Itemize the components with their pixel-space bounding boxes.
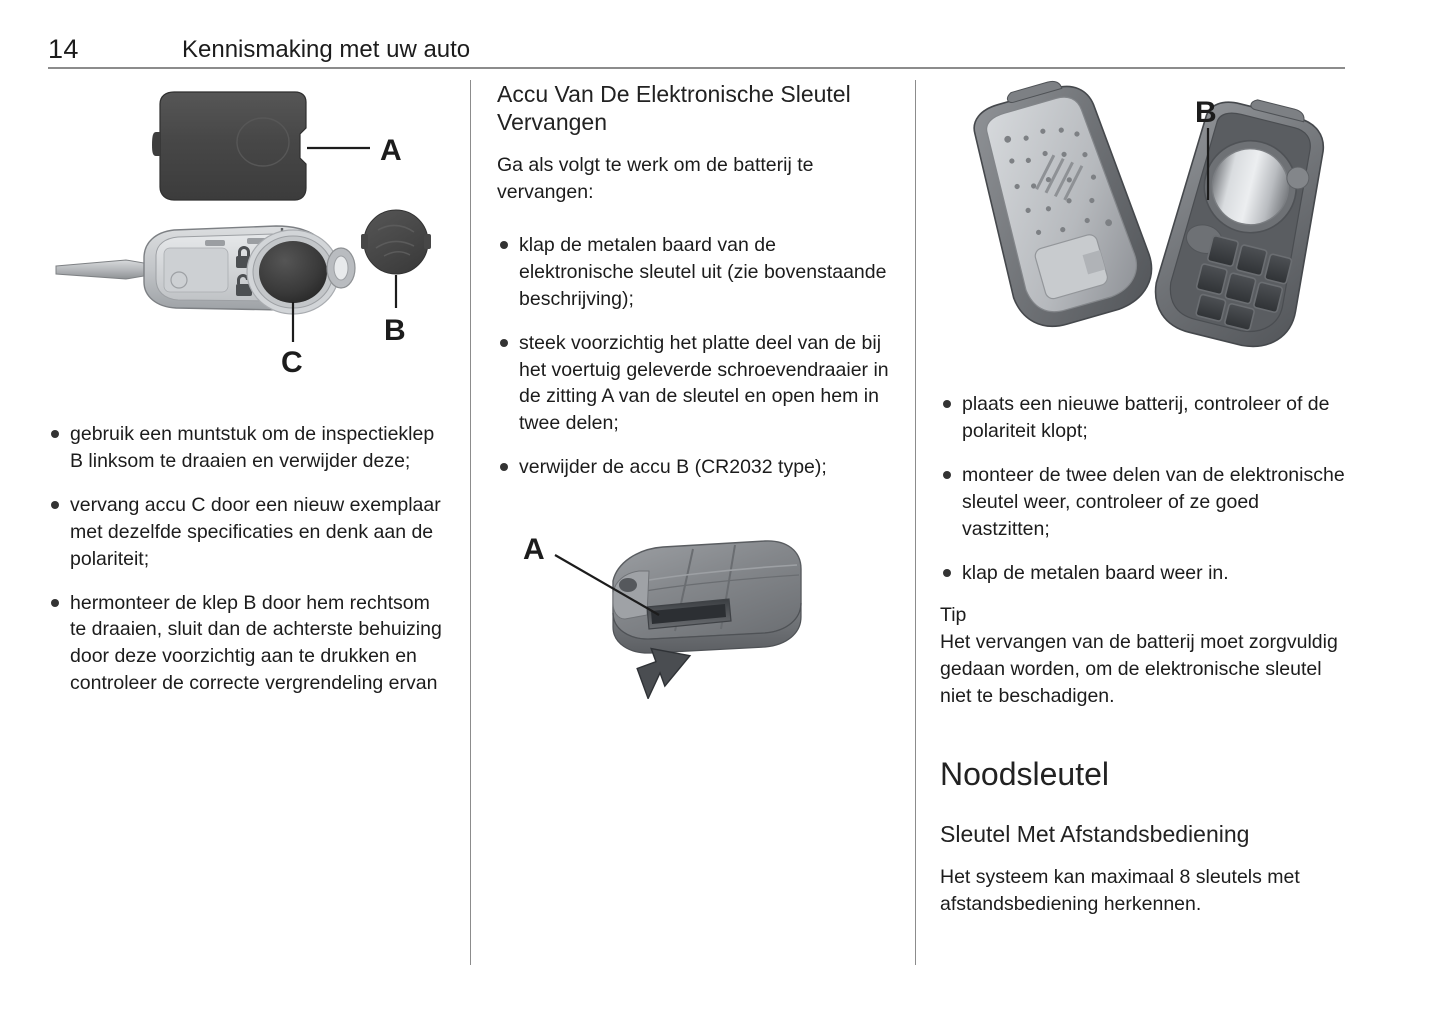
left-column bbox=[48, 80, 448, 697]
left-column-bullet-list bbox=[48, 421, 448, 697]
list-item: vervang accu C door een nieuw exemplaar met dezelfde specificaties en denk aan de polariteit; bbox=[48, 492, 448, 573]
spacer bbox=[940, 794, 1345, 820]
key-half-left bbox=[959, 80, 1161, 336]
fob-body-shape bbox=[56, 226, 355, 314]
header-divider-rule bbox=[48, 67, 1345, 69]
callout-label-c: C bbox=[281, 346, 303, 379]
battery-c-shape bbox=[259, 241, 327, 303]
key-halves-battery-figure bbox=[940, 80, 1345, 375]
page-number: 14 bbox=[48, 34, 79, 64]
spacer bbox=[497, 206, 889, 232]
list-item: hermonteer de klep B door hem rechtsom te draaien, sluit dan de achterste behuizing door deze voorzichtig aan te drukken en controleer de correcte vergrendeling ervan bbox=[48, 590, 448, 698]
tip-text: Het vervangen van de batterij moet zorgvuldig gedaan worden, om de elektronische sleutel niet te beschadigen. bbox=[940, 631, 1338, 708]
callout-label-a: A bbox=[380, 134, 402, 167]
right-column bbox=[940, 80, 1345, 918]
list-item: gebruik een muntstuk om de inspectieklep B linksom te draaien en verwijder deze; bbox=[48, 421, 448, 475]
sub-heading-sleutel-met-afstandsbediening: Sleutel Met Afstandsbediening bbox=[940, 820, 1250, 847]
spacer bbox=[48, 395, 448, 421]
key-half-right bbox=[1147, 87, 1343, 356]
tip-label: Tip bbox=[940, 604, 967, 627]
smart-key-slot-figure bbox=[497, 519, 889, 704]
list-item: plaats een nieuwe batterij, controleer of de polariteit klopt; bbox=[940, 391, 1345, 445]
list-item: monteer de twee delen van de elektronische sleutel weer, controleer of ze goed vastzitten; bbox=[940, 462, 1345, 543]
section-heading-noodsleutel: Noodsleutel bbox=[940, 756, 1109, 793]
fob-cap-shape bbox=[361, 210, 431, 274]
right-column-bullet-list bbox=[940, 391, 1345, 586]
list-item: klap de metalen baard van de elektronische sleutel uit (zie bovenstaande beschrijving); bbox=[497, 232, 889, 313]
spacer bbox=[940, 586, 1345, 602]
callout-label-b-right: B bbox=[1195, 96, 1217, 129]
spacer bbox=[497, 481, 889, 519]
page-header bbox=[48, 34, 1345, 66]
middle-column bbox=[497, 80, 889, 704]
fob-cover-shape bbox=[152, 92, 306, 200]
callout-label-b-left: B bbox=[384, 314, 406, 347]
list-item: steek voorzichtig het platte deel van de bij het voertuig geleverde schroevendraaier in de zitting A van de sleutel en open hem in twee delen; bbox=[497, 330, 889, 438]
section-heading-accu-vervangen: Accu Van De Elektronische Sleutel Vervangen bbox=[497, 81, 851, 136]
middle-column-bullet-list bbox=[497, 232, 889, 481]
callout-label-a-mid: A bbox=[523, 533, 545, 567]
list-item: verwijder de accu B (CR2032 type); bbox=[497, 454, 889, 481]
spacer bbox=[497, 136, 889, 152]
intro-paragraph: Ga als volgt te werk om de batterij te vervangen: bbox=[497, 154, 814, 203]
list-item: klap de metalen baard weer in. bbox=[940, 560, 1345, 587]
spacer bbox=[940, 710, 1345, 756]
spacer bbox=[940, 848, 1345, 864]
sub-heading-paragraph: Het systeem kan maximaal 8 sleutels met afstandsbediening herkennen. bbox=[940, 865, 1300, 915]
header-title: Kennismaking met uw auto bbox=[182, 36, 471, 63]
column-divider-right bbox=[915, 80, 916, 965]
column-divider-left bbox=[470, 80, 471, 965]
spacer bbox=[940, 375, 1345, 391]
key-fob-exploded-figure bbox=[48, 80, 448, 395]
